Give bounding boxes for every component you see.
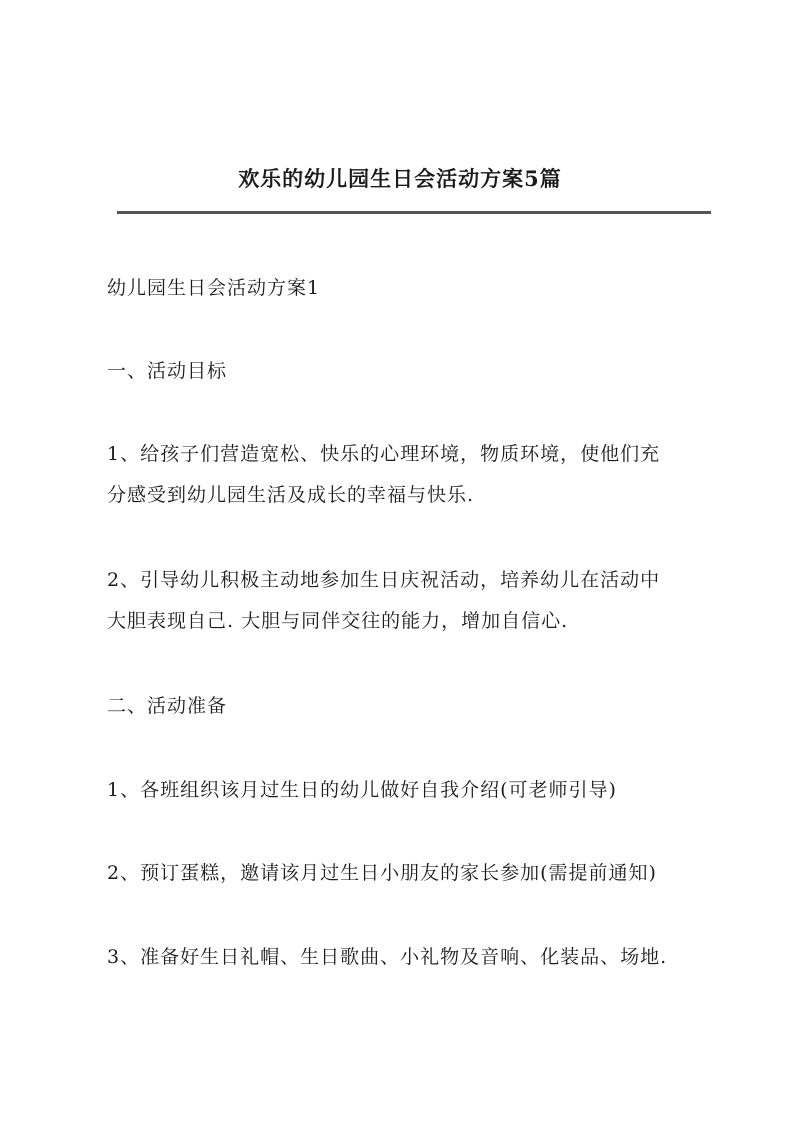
goal1-paragraph [107, 434, 707, 516]
goal1-line-2: 分感受到幼儿园生活及成长的幸福与快乐. [107, 484, 475, 506]
part2-heading: 二、活动准备 [107, 695, 228, 717]
prep-item-2: 2、预订蛋糕，邀请该月过生日小朋友的家长参加(需提前通知) [107, 862, 657, 884]
part1-heading: 一、活动目标 [107, 360, 228, 382]
prep-item-1: 1、各班组织该月过生日的幼儿做好自我介绍(可老师引导) [107, 779, 617, 801]
goal2-line-2: 大胆表现自己. 大胆与同伴交往的能力，增加自信心. [107, 610, 569, 632]
goal1-line-1: 1、给孩子们营造宽松、快乐的心理环境，物质环境，使他们充 [107, 443, 661, 465]
prep-item-3: 3、准备好生日礼帽、生日歌曲、小礼物及音响、化装品、场地. [107, 946, 668, 968]
title-divider [117, 211, 711, 214]
goal2-paragraph [107, 560, 707, 642]
section-heading: 幼儿园生日会活动方案1 [107, 277, 321, 299]
goal2-line-1: 2、引导幼儿积极主动地参加生日庆祝活动，培养幼儿在活动中 [107, 569, 661, 591]
document-title: 欢乐的幼儿园生日会活动方案5篇 [238, 166, 562, 191]
